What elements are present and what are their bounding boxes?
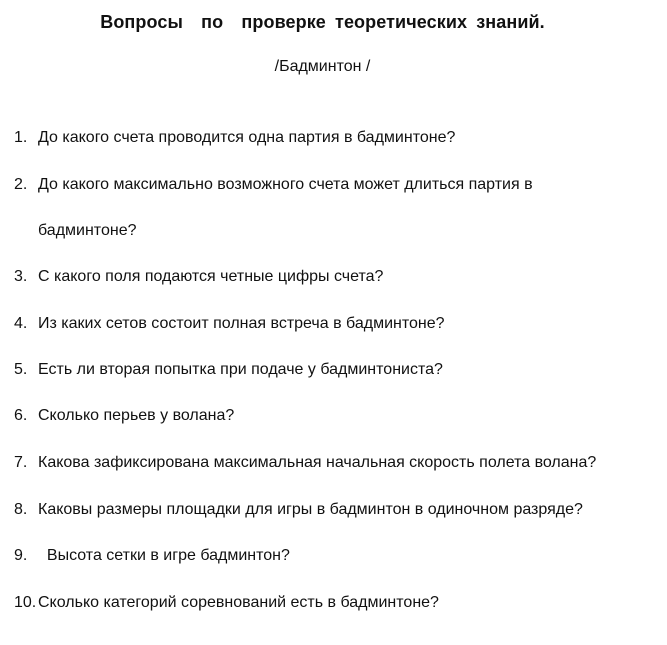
question-item-1 [14, 128, 455, 148]
question-text: Высота сетки в игре бадминтон? [38, 547, 290, 564]
question-number: 7. [14, 454, 28, 471]
question-number: 9. [14, 547, 28, 564]
question-item-2-continuation [14, 221, 136, 241]
question-item-8 [14, 500, 583, 520]
question-item-7 [14, 453, 596, 473]
question-item-2 [14, 175, 533, 195]
question-text: До какого счета проводится одна партия в бадминтоне? [38, 129, 456, 146]
question-text: Сколько категорий соревнований есть в бадминтоне? [38, 594, 439, 611]
question-item-10 [14, 593, 439, 613]
question-text: Из каких сетов состоит полная встреча в бадминтоне? [38, 315, 445, 332]
question-item-5 [14, 360, 443, 380]
question-item-9 [14, 546, 290, 566]
document-subtitle: /Бадминтон / [274, 58, 371, 75]
question-item-4 [14, 314, 445, 334]
question-item-3 [14, 267, 383, 287]
question-number: 6. [14, 407, 28, 424]
question-text: Сколько перьев у волана? [38, 407, 235, 424]
question-text: До какого максимально возможного счета может длиться партия в [38, 176, 533, 193]
question-number: 3. [14, 268, 28, 285]
question-text: С какого поля подаются четные цифры счета? [38, 268, 384, 285]
question-number: 4. [14, 315, 28, 332]
question-item-6 [14, 406, 234, 426]
question-number: 1. [14, 129, 28, 146]
question-text: Каковы размеры площадки для игры в бадминтон в одиночном разряде? [38, 501, 583, 518]
question-text-continuation: бадминтоне? [38, 222, 137, 239]
question-text: Есть ли вторая попытка при подаче у бадминтониста? [38, 361, 443, 378]
question-number: 8. [14, 501, 28, 518]
document-title: Вопросы по проверке теоретических знаний. [100, 12, 545, 32]
question-text: Какова зафиксирована максимальная начальная скорость полета волана? [38, 454, 597, 471]
question-number: 10. [14, 594, 37, 611]
question-number: 5. [14, 361, 28, 378]
question-number: 2. [14, 176, 28, 193]
